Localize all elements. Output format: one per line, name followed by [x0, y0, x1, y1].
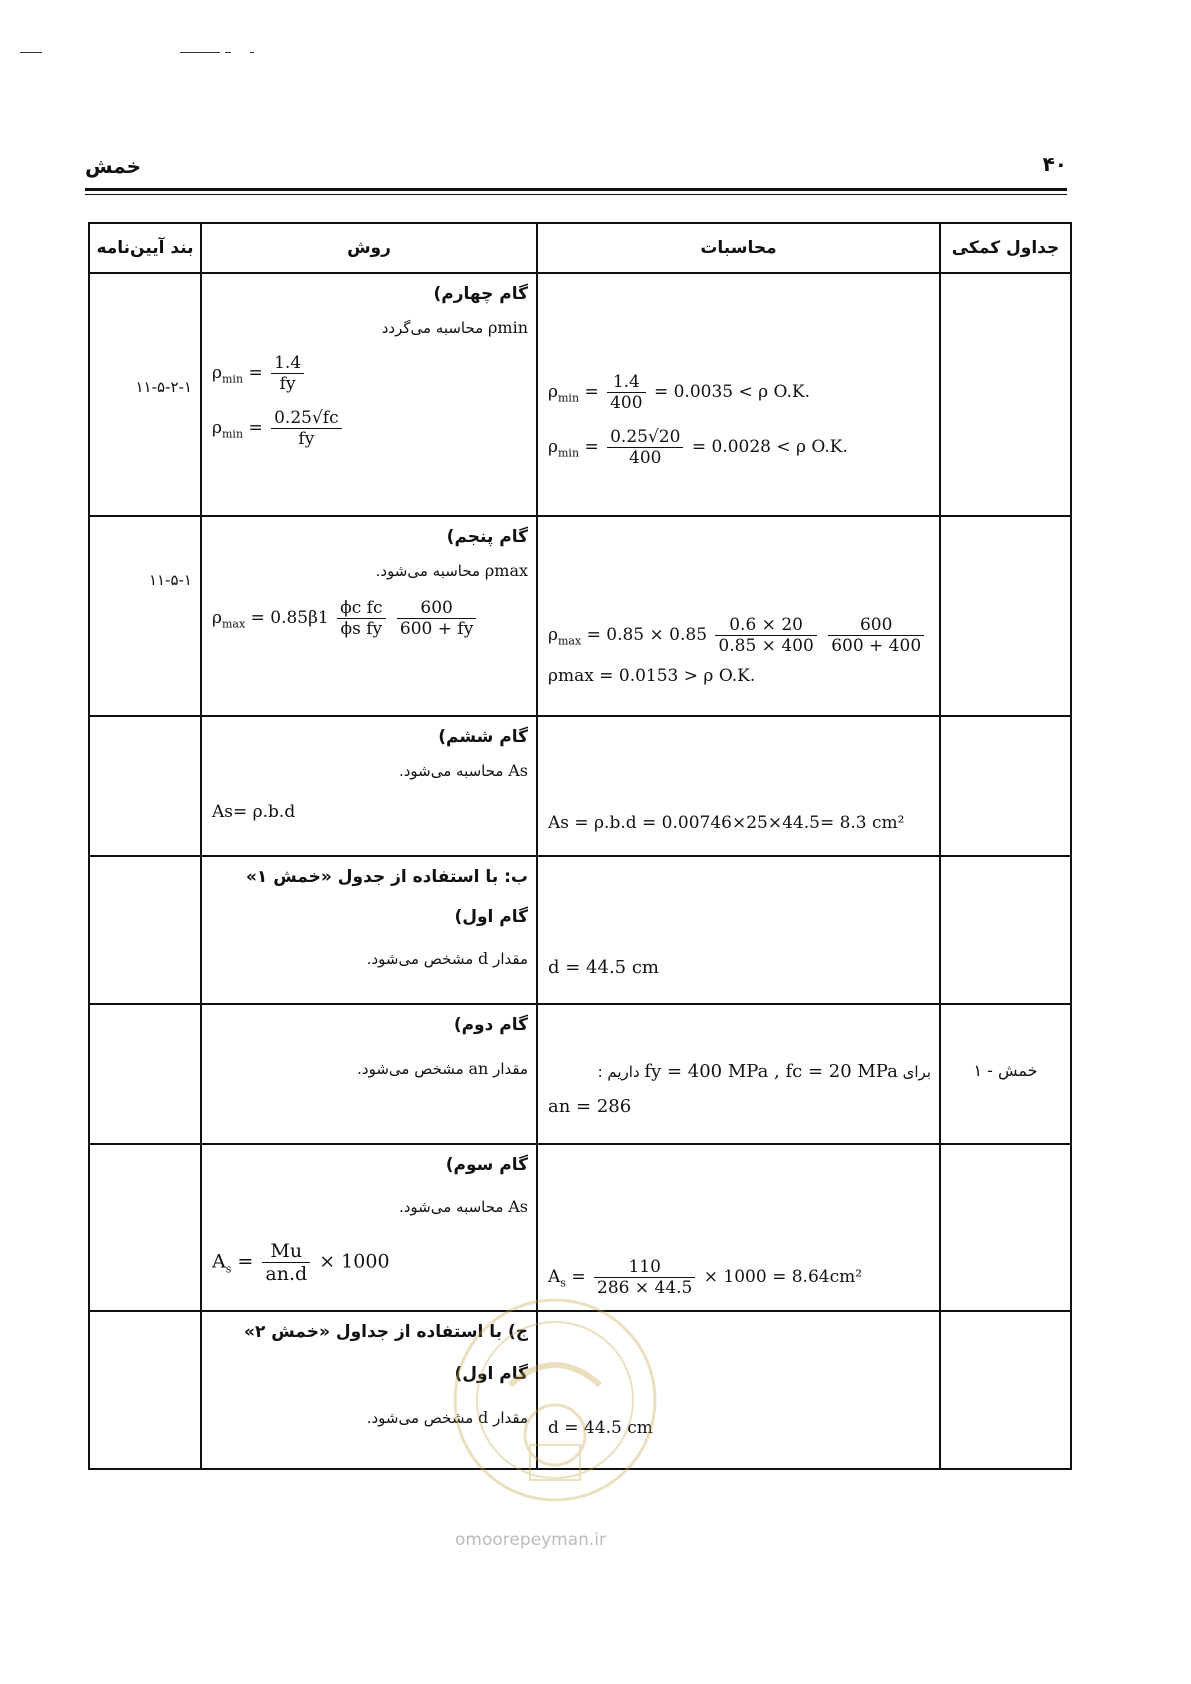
page-number: ۴۰: [1042, 152, 1067, 176]
rho-min-formula-2: $\rho_{min}$ = $\frac{0.25√fc}{fy}$: [202, 394, 536, 449]
desc-text: محاسبه می‌گردد: [381, 319, 484, 337]
step-title: گام سوم): [445, 1155, 528, 1175]
calc-cell: [537, 516, 940, 716]
method-cell: [201, 1144, 537, 1311]
fraction-denominator: ϕs fy: [340, 619, 383, 639]
step-title: گام چهارم): [433, 284, 528, 304]
method-cell: [201, 1311, 537, 1469]
fraction-denominator: 400: [629, 448, 662, 468]
calc-cell: [537, 1144, 940, 1311]
desc-symbol: ρmin: [488, 318, 528, 337]
col-header-tables: جداول کمکی: [940, 223, 1071, 273]
col-header-method: روش: [201, 223, 537, 273]
clause-cell: [89, 856, 201, 1004]
section-title: ج) با استفاده از جداول «خمش ۲»: [243, 1322, 528, 1342]
calc-cell: [537, 1311, 940, 1469]
fraction-numerator: 1.4: [271, 353, 304, 374]
desc-symbol: As: [508, 761, 528, 780]
calc-cell: [537, 1004, 940, 1144]
fraction-numerator: 0.6 × 20: [715, 615, 816, 636]
step-title: گام اول): [454, 1364, 528, 1384]
fraction-numerator: ϕc fc: [337, 598, 385, 619]
desc-symbol: an: [468, 1059, 489, 1078]
as-calc: As = ρ.b.d = 0.00746×25×44.5= 8.3 cm²: [548, 813, 905, 833]
method-cell: [201, 273, 537, 516]
fraction-numerator: Mu: [262, 1240, 310, 1263]
calc-cell: [537, 716, 940, 856]
formula-coefficient: = 0.85β1: [250, 608, 329, 628]
scan-marks: [20, 52, 280, 56]
header-rule-thin: [85, 194, 1067, 195]
calc-cell: [537, 273, 940, 516]
d-calc: d = 44.5 cm: [548, 1418, 653, 1438]
rho-min-calc-1: $\rho_{min}$ = $\frac{1.4}{400}$ = 0.0035 < ρ O.K.: [548, 372, 810, 413]
fraction-denominator: 600 + fy: [399, 619, 474, 639]
step-title: گام دوم): [453, 1015, 528, 1035]
desc-symbol: As: [508, 1197, 528, 1216]
as-calc: $A_s$ = $\frac{110}{286 \times 44.5}$ × 1000 = 8.64cm²: [548, 1257, 863, 1298]
fraction-denominator: 600 + 400: [831, 636, 922, 656]
table-row: [89, 1311, 1071, 1469]
watermark-url: omoorepeyman.ir: [455, 1530, 607, 1550]
method-cell: [201, 516, 537, 716]
step-title: گام پنجم): [446, 527, 528, 547]
calculation-table: [88, 222, 1072, 1470]
step-title: گام اول): [454, 907, 528, 927]
rho-min-calc-2: $\rho_{min}$ = $\frac{0.25√20}{400}$ = 0.0028 < ρ O.K.: [548, 427, 848, 468]
clause-cell: [89, 716, 201, 856]
fraction-numerator: 0.25√20: [607, 427, 683, 448]
table-row: [89, 273, 1071, 516]
fraction-denominator: fy: [298, 429, 315, 449]
col-header-clause: بند آیین‌نامه: [89, 223, 201, 273]
fraction-numerator: 0.25√fc: [271, 408, 342, 429]
desc-pre: مقدار: [493, 1060, 528, 1078]
table-row: [89, 1004, 1071, 1144]
fraction-numerator: 110: [594, 1257, 695, 1278]
page-header: [85, 148, 1067, 188]
step-desc: [202, 747, 536, 780]
method-cell: [201, 856, 537, 1004]
clause-cell: [89, 273, 201, 516]
formula-tail: × 1000: [319, 1250, 390, 1273]
d-calc: d = 44.5 cm: [548, 957, 659, 978]
desc-symbol: d: [478, 949, 489, 968]
method-cell: [201, 1004, 537, 1144]
an-calc-condition: [538, 1005, 939, 1082]
method-cell: [201, 716, 537, 856]
as-formula: As= ρ.b.d: [212, 802, 296, 822]
calc-pre: برای: [902, 1063, 931, 1081]
desc-text: مشخص می‌شود.: [366, 950, 474, 968]
fraction-denominator: an.d: [265, 1263, 308, 1285]
section-title: ب: با استفاده از جدول «خمش ۱»: [245, 867, 528, 887]
desc-text: مشخص می‌شود.: [357, 1060, 464, 1078]
step-desc: [202, 547, 536, 580]
desc-pre: مقدار: [493, 1409, 528, 1427]
fraction-denominator: 0.85 × 400: [718, 636, 814, 656]
header-rule-thick: [85, 188, 1067, 191]
calc-cell: [537, 856, 940, 1004]
clause-cell: [89, 1311, 201, 1469]
step-desc: [202, 1384, 536, 1427]
step-title: گام ششم): [438, 727, 528, 747]
rho-max-formula: $\rho_{max} = 0.85\beta 1$ $\frac{\text{ϕc fc}}{\text{ϕs fy}}$ $\frac{600}{600 + fy}$: [202, 580, 536, 639]
step-desc: [202, 927, 536, 968]
desc-text: مشخص می‌شود.: [366, 1409, 474, 1427]
desc-pre: مقدار: [493, 950, 528, 968]
step-desc: [202, 1035, 536, 1078]
clause-ref: ۱۱-۵-۱: [148, 571, 192, 589]
tables-cell: [940, 273, 1071, 516]
fraction-denominator: 286 × 44.5: [597, 1278, 693, 1298]
table-row: [89, 516, 1071, 716]
aux-table-ref: خمش - ۱: [973, 1061, 1038, 1080]
step-desc: [202, 304, 536, 337]
desc-text: محاسبه می‌شود.: [398, 1198, 504, 1216]
fraction-numerator: 600: [397, 598, 476, 619]
clause-ref: ۱۱-۵-۲-۱: [135, 378, 192, 396]
desc-text: محاسبه می‌شود.: [398, 762, 504, 780]
fraction-numerator: 1.4: [607, 372, 645, 393]
desc-symbol: d: [478, 1408, 489, 1427]
calc-coefficient: = 0.85 × 0.85: [586, 625, 708, 645]
clause-cell: [89, 1144, 201, 1311]
clause-cell: [89, 1004, 201, 1144]
calc-tail: × 1000 = 8.64cm²: [703, 1267, 863, 1287]
chapter-title: خمش: [85, 154, 142, 178]
tables-cell: [940, 716, 1071, 856]
col-header-calc: محاسبات: [537, 223, 940, 273]
tables-cell: [940, 1144, 1071, 1311]
as-formula: $A_s$ = $\frac{Mu}{an.d}$ × 1000: [212, 1240, 390, 1285]
rho-max-calc: $\rho_{max} = 0.85 \times 0.85$ $\frac{0.6 \times 20}{0.85 \times 400}$ $\frac{600}{600 + 400}$: [538, 517, 939, 656]
desc-text: محاسبه می‌شود.: [375, 562, 481, 580]
fraction-denominator: fy: [279, 374, 296, 394]
tables-cell: [940, 1004, 1071, 1144]
rho-min-formula-1: $\rho_{min}$ = $\frac{1.4}{fy}$: [202, 337, 536, 394]
calc-result: = 0.0035 < ρ O.K.: [653, 382, 810, 402]
table-header-row: [89, 223, 1071, 273]
calc-post: داریم :: [597, 1063, 640, 1081]
tables-cell: [940, 1311, 1071, 1469]
desc-symbol: ρmax: [484, 561, 528, 580]
step-desc: [202, 1175, 536, 1216]
table-row: [89, 716, 1071, 856]
calc-values: fy = 400 MPa , fc = 20 MPa: [644, 1061, 898, 1082]
fraction-denominator: 400: [610, 393, 643, 413]
table-row: [89, 856, 1071, 1004]
clause-cell: [89, 516, 201, 716]
calc-result: = 0.0028 < ρ O.K.: [691, 437, 848, 457]
rho-max-result: ρmax = 0.0153 > ρ O.K.: [548, 666, 756, 686]
tables-cell: [940, 856, 1071, 1004]
table-row: [89, 1144, 1071, 1311]
tables-cell: [940, 516, 1071, 716]
fraction-numerator: 600: [828, 615, 924, 636]
an-result: an = 286: [548, 1096, 632, 1117]
